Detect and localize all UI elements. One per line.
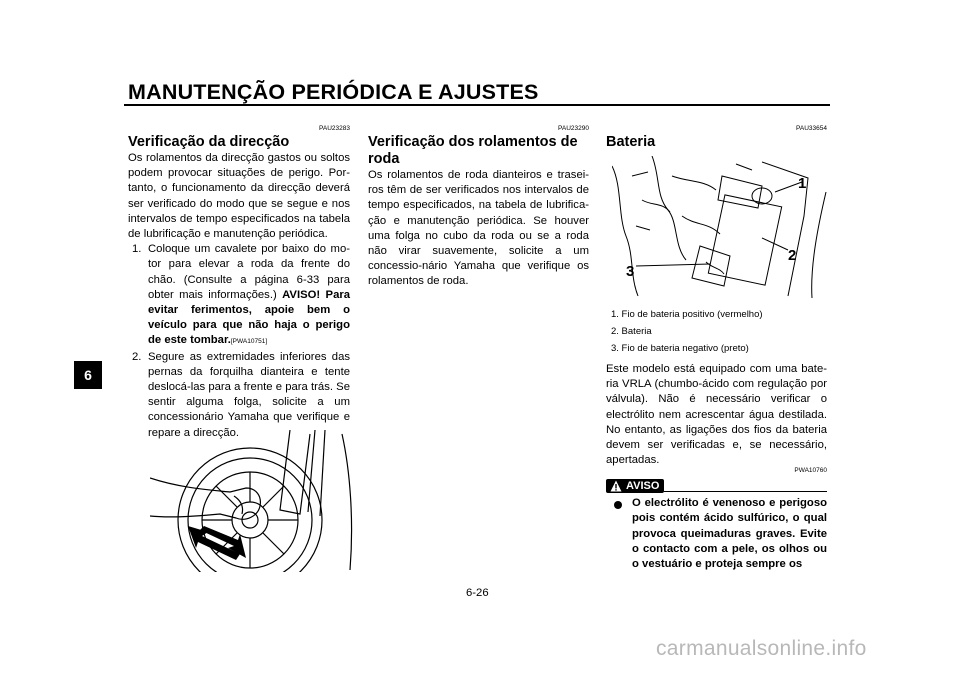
battery-captions: [611, 306, 832, 357]
step-number: 1.: [132, 243, 142, 256]
warning-triangle-icon: [610, 480, 622, 492]
steering-section: [128, 134, 350, 441]
steering-check-illustration: [150, 430, 360, 572]
battery-body-block: [606, 362, 827, 468]
steering-steps: [128, 242, 350, 441]
bullet-dot-icon: [614, 501, 622, 509]
caption-item: 3. Fio de bateria negativo (preto): [611, 343, 749, 354]
warning-bullet-text: O electrólito é venenoso e perigoso pois contém ácido sulfúrico, o qual provoca queimaduras graves. Evite o contacto com a pele, os olhos ou o vestuário e proteja sempre os: [632, 497, 827, 571]
step-number: 2.: [132, 350, 142, 363]
section-code-steering: PAU23283: [319, 125, 350, 132]
caption-item: 1. Fio de bateria positivo (vermelho): [611, 309, 763, 320]
warning-code: PWA10760: [794, 467, 827, 474]
wheel-bearings-heading: Verificação dos rolamentos de roda: [368, 134, 578, 167]
step-text: Segure as extremidades inferiores das pernas da forquilha dianteira e tente deslocá-las para a frente e para trás. Se sentir alguma folga, solicite a um concessionário Yamaha que verifique e repare a direcção.: [148, 350, 350, 439]
warning-badge: [606, 479, 664, 493]
steering-intro: Os rolamentos da direcção gastos ou soltos podem provocar situações de perigo. Por-tanto, o funcionamento da direcção deverá ser verificado do modo que se segue e nos intervalos de tempo especificados na tabela de lubrificação e manutenção periódica.: [128, 152, 350, 241]
step-warning-label: AVISO!: [282, 288, 321, 301]
callout-1: 1: [798, 175, 807, 192]
chapter-tab: 6: [74, 361, 102, 389]
warning-bullet: [614, 496, 827, 572]
battery-body: Este modelo está equipado com uma bate-ria VRLA (chumbo-ácido com regulação por válvula). Não é necessário verificar o electrólito nem acrescentar água destilada. No entanto, as ligações dos fios da bateria devem ser verificadas e, se necessário, apertadas.: [606, 363, 827, 467]
step-text: Coloque um cavalete por baixo do mo-tor para elevar a roda da frente do chão. (Consulte a página 6-33 para obter mais informações.): [148, 243, 350, 301]
header-divider: [124, 104, 830, 106]
battery-section: [606, 134, 827, 151]
warning-rule: [664, 491, 827, 492]
page-title: MANUTENÇÃO PERIÓDICA E AJUSTES: [128, 80, 539, 104]
steering-heading: Verificação da direcção: [128, 134, 290, 150]
caption-item: 2. Bateria: [611, 326, 652, 337]
steering-step: [128, 350, 350, 441]
steering-step: [128, 242, 350, 349]
wheel-bearings-body: Os rolamentos de roda dianteiros e trasei-ros têm de ser verificados nos intervalos de tempo especificados, na tabela de lubrifica-ção e manutenção periódica. Se houver uma folga no cubo da roda ou se a roda não virar suavemente, solicite a um concessio-nário Yamaha que verifique os rolamentos de roda.: [368, 169, 589, 288]
step-warning-code: [PWA10751]: [230, 338, 268, 346]
section-code-wheel-bearings: PAU23290: [558, 125, 589, 132]
battery-heading: Bateria: [606, 134, 656, 150]
callout-3: 3: [626, 263, 635, 280]
page-number: 6-26: [466, 587, 489, 599]
step-warning-text: Para evitar ferimentos, apoie bem o veículo para que não haja o perigo de este tombar.: [148, 288, 351, 347]
section-code-battery: PAU33654: [796, 125, 827, 132]
warning-badge-label: AVISO: [626, 480, 660, 492]
watermark: carmanualsonline.info: [656, 637, 867, 660]
battery-illustration: [612, 156, 828, 300]
wheel-bearings-section: [368, 134, 589, 290]
callout-2: 2: [788, 247, 797, 264]
